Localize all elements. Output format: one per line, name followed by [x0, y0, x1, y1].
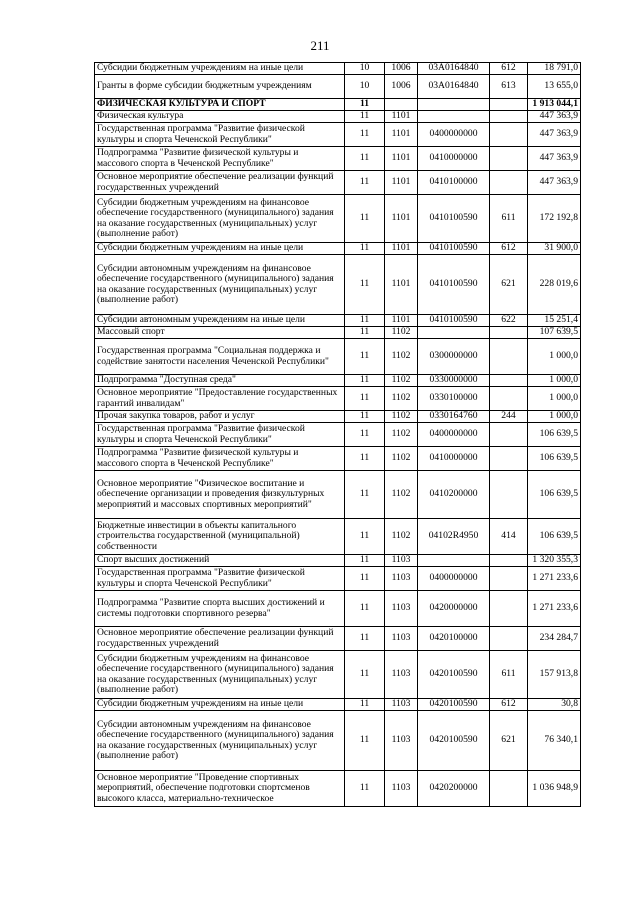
row-target-article-cell	[418, 327, 490, 339]
row-subsection-cell: 1101	[385, 123, 418, 147]
row-expense-type-cell: 621	[490, 255, 528, 315]
row-subsection-cell: 1102	[385, 471, 418, 519]
row-subsection-cell: 1103	[385, 555, 418, 567]
row-amount-cell: 447 363,9	[528, 123, 581, 147]
row-amount-cell: 447 363,9	[528, 171, 581, 195]
row-subsection-cell: 1102	[385, 339, 418, 375]
table-row	[95, 111, 581, 123]
row-amount-cell: 30,8	[528, 699, 581, 711]
row-expense-type-cell	[490, 99, 528, 111]
row-expense-type-cell	[490, 375, 528, 387]
row-amount-cell: 228 019,6	[528, 255, 581, 315]
row-name-cell: Подпрограмма "Развитие физической культуры и массового спорта в Чеченской Республике"	[95, 447, 345, 471]
row-section-cell: 11	[345, 699, 385, 711]
table-row	[95, 123, 581, 147]
row-expense-type-cell	[490, 387, 528, 411]
row-section-cell: 11	[345, 171, 385, 195]
row-amount-cell: 1 036 948,9	[528, 771, 581, 807]
row-target-article-cell: 0420100000	[418, 627, 490, 651]
row-section-cell: 11	[345, 771, 385, 807]
row-target-article-cell: 0300000000	[418, 339, 490, 375]
row-section-cell: 11	[345, 471, 385, 519]
row-name-cell: Гранты в форме субсидии бюджетным учреждениям	[95, 75, 345, 99]
table-row	[95, 327, 581, 339]
table-row	[95, 411, 581, 423]
row-name-cell: Субсидии бюджетным учреждениям на финансовое обеспечение государственного (муниципального) задания на оказание государственных (муниципальных) услуг (выполнение работ)	[95, 195, 345, 243]
row-amount-cell: 157 913,8	[528, 651, 581, 699]
row-section-cell: 11	[345, 447, 385, 471]
row-amount-cell: 1 000,0	[528, 411, 581, 423]
row-expense-type-cell: 611	[490, 651, 528, 699]
row-expense-type-cell	[490, 471, 528, 519]
row-name-cell: Субсидии бюджетным учреждениям на иные цели	[95, 243, 345, 255]
row-target-article-cell: 0400000000	[418, 123, 490, 147]
row-amount-cell: 172 192,8	[528, 195, 581, 243]
row-section-cell: 11	[345, 255, 385, 315]
row-section-cell: 11	[345, 411, 385, 423]
row-section-cell: 11	[345, 195, 385, 243]
table-row	[95, 711, 581, 771]
table-row	[95, 171, 581, 195]
row-target-article-cell	[418, 111, 490, 123]
row-amount-cell: 234 284,7	[528, 627, 581, 651]
row-name-cell: Основное мероприятие обеспечение реализации функций государственных учреждений	[95, 627, 345, 651]
row-expense-type-cell: 244	[490, 411, 528, 423]
row-section-cell: 11	[345, 423, 385, 447]
row-subsection-cell: 1103	[385, 711, 418, 771]
table-row	[95, 255, 581, 315]
table-row	[95, 651, 581, 699]
row-amount-cell: 1 271 233,6	[528, 567, 581, 591]
row-target-article-cell: 03А0164840	[418, 75, 490, 99]
row-section-cell: 11	[345, 387, 385, 411]
row-section-cell: 11	[345, 123, 385, 147]
row-name-cell: Подпрограмма "Развитие спорта высших достижений и системы подготовки спортивного резерва"	[95, 591, 345, 627]
row-amount-cell: 1 913 044,1	[528, 99, 581, 111]
row-name-cell: Государственная программа "Развитие физической культуры и спорта Чеченской Республики"	[95, 567, 345, 591]
table-row	[95, 195, 581, 243]
row-subsection-cell: 1101	[385, 255, 418, 315]
row-name-cell: Государственная программа "Развитие физической культуры и спорта Чеченской Республики"	[95, 423, 345, 447]
row-expense-type-cell: 612	[490, 699, 528, 711]
row-subsection-cell: 1102	[385, 375, 418, 387]
row-name-cell: Бюджетные инвестиции в объекты капитального строительства государственной (муниципальной) собственности	[95, 519, 345, 555]
row-subsection-cell: 1102	[385, 519, 418, 555]
row-target-article-cell: 0330100000	[418, 387, 490, 411]
row-subsection-cell: 1101	[385, 315, 418, 327]
row-name-cell: Основное мероприятие "Проведение спортивных мероприятий, обеспечение подготовки спортсменов высокого класса, материально-техническое	[95, 771, 345, 807]
row-expense-type-cell	[490, 123, 528, 147]
row-subsection-cell: 1103	[385, 591, 418, 627]
row-name-cell: Основное мероприятие "Предоставление государственных гарантий инвалидам"	[95, 387, 345, 411]
row-expense-type-cell: 414	[490, 519, 528, 555]
row-expense-type-cell: 613	[490, 75, 528, 99]
row-target-article-cell: 0410200000	[418, 471, 490, 519]
row-section-cell: 10	[345, 75, 385, 99]
row-name-cell: Прочая закупка товаров, работ и услуг	[95, 411, 345, 423]
row-expense-type-cell	[490, 771, 528, 807]
row-target-article-cell: 04102R4950	[418, 519, 490, 555]
row-expense-type-cell	[490, 447, 528, 471]
table-row	[95, 567, 581, 591]
row-expense-type-cell	[490, 555, 528, 567]
row-name-cell: Основное мероприятие обеспечение реализации функций государственных учреждений	[95, 171, 345, 195]
row-name-cell: Спорт высших достижений	[95, 555, 345, 567]
row-expense-type-cell: 612	[490, 243, 528, 255]
page-number: 211	[310, 38, 330, 53]
row-amount-cell: 18 791,0	[528, 63, 581, 75]
table-row	[95, 771, 581, 807]
row-target-article-cell: 0420100590	[418, 651, 490, 699]
table-row	[95, 339, 581, 375]
table-row	[95, 447, 581, 471]
row-amount-cell: 1 271 233,6	[528, 591, 581, 627]
row-section-cell: 11	[345, 591, 385, 627]
row-subsection-cell: 1006	[385, 75, 418, 99]
row-expense-type-cell	[490, 111, 528, 123]
row-amount-cell: 447 363,9	[528, 147, 581, 171]
row-subsection-cell	[385, 99, 418, 111]
row-subsection-cell: 1103	[385, 651, 418, 699]
row-expense-type-cell: 611	[490, 195, 528, 243]
table-row	[95, 591, 581, 627]
row-target-article-cell: 0400000000	[418, 423, 490, 447]
row-target-article-cell: 0420100590	[418, 699, 490, 711]
row-subsection-cell: 1101	[385, 195, 418, 243]
row-amount-cell: 107 639,5	[528, 327, 581, 339]
row-amount-cell: 13 655,0	[528, 75, 581, 99]
row-name-cell: Субсидии автономным учреждениям на иные цели	[95, 315, 345, 327]
row-subsection-cell: 1102	[385, 327, 418, 339]
table-row	[95, 627, 581, 651]
row-subsection-cell: 1103	[385, 699, 418, 711]
row-name-cell: Физическая культура	[95, 111, 345, 123]
row-target-article-cell: 03А0164840	[418, 63, 490, 75]
row-name-cell: ФИЗИЧЕСКАЯ КУЛЬТУРА И СПОРТ	[95, 99, 345, 111]
row-section-cell: 11	[345, 375, 385, 387]
row-name-cell: Основное мероприятие "Физическое воспитание и обеспечение организации и проведения физкультурных мероприятий и массовых спортивных мероприятий"	[95, 471, 345, 519]
row-name-cell: Массовый спорт	[95, 327, 345, 339]
row-amount-cell: 106 639,5	[528, 423, 581, 447]
table-row	[95, 423, 581, 447]
row-target-article-cell: 0420100590	[418, 711, 490, 771]
row-subsection-cell: 1103	[385, 567, 418, 591]
row-name-cell: Подпрограмма "Развитие физической культуры и массового спорта в Чеченской Республике"	[95, 147, 345, 171]
table-row	[95, 699, 581, 711]
row-expense-type-cell	[490, 423, 528, 447]
row-target-article-cell: 0410100000	[418, 171, 490, 195]
row-amount-cell: 1 000,0	[528, 339, 581, 375]
row-expense-type-cell	[490, 591, 528, 627]
row-amount-cell: 15 251,4	[528, 315, 581, 327]
table-row	[95, 147, 581, 171]
row-name-cell: Субсидии бюджетным учреждениям на финансовое обеспечение государственного (муниципального) задания на оказание государственных (муниципальных) услуг (выполнение работ)	[95, 651, 345, 699]
row-amount-cell: 76 340,1	[528, 711, 581, 771]
row-name-cell: Подпрограмма "Доступная среда"	[95, 375, 345, 387]
row-amount-cell: 106 639,5	[528, 519, 581, 555]
row-expense-type-cell	[490, 339, 528, 375]
table-row	[95, 315, 581, 327]
row-section-cell: 11	[345, 567, 385, 591]
row-target-article-cell: 0410100590	[418, 243, 490, 255]
row-expense-type-cell	[490, 147, 528, 171]
row-expense-type-cell: 612	[490, 63, 528, 75]
row-section-cell: 11	[345, 339, 385, 375]
row-section-cell: 11	[345, 147, 385, 171]
row-section-cell: 11	[345, 243, 385, 255]
row-target-article-cell: 0420200000	[418, 771, 490, 807]
row-target-article-cell: 0400000000	[418, 567, 490, 591]
row-subsection-cell: 1103	[385, 771, 418, 807]
row-amount-cell: 447 363,9	[528, 111, 581, 123]
row-expense-type-cell	[490, 171, 528, 195]
table-row	[95, 75, 581, 99]
row-expense-type-cell	[490, 627, 528, 651]
row-name-cell: Субсидии автономным учреждениям на финансовое обеспечение государственного (муниципального) задания на оказание государственных (муниципальных) услуг (выполнение работ)	[95, 711, 345, 771]
row-target-article-cell	[418, 555, 490, 567]
row-name-cell: Государственная программа "Развитие физической культуры и спорта Чеченской Республики"	[95, 123, 345, 147]
table-row	[95, 519, 581, 555]
row-subsection-cell: 1102	[385, 411, 418, 423]
row-name-cell: Субсидии бюджетным учреждениям на иные цели	[95, 699, 345, 711]
row-target-article-cell	[418, 99, 490, 111]
row-subsection-cell: 1101	[385, 147, 418, 171]
row-subsection-cell: 1101	[385, 243, 418, 255]
row-amount-cell: 106 639,5	[528, 447, 581, 471]
table-row	[95, 471, 581, 519]
row-subsection-cell: 1102	[385, 387, 418, 411]
row-section-cell: 11	[345, 315, 385, 327]
row-section-cell: 11	[345, 627, 385, 651]
row-section-cell: 11	[345, 519, 385, 555]
row-section-cell: 11	[345, 111, 385, 123]
row-subsection-cell: 1102	[385, 423, 418, 447]
row-name-cell: Государственная программа "Социальная поддержка и содействие занятости населения Чеченской Республики"	[95, 339, 345, 375]
row-amount-cell: 31 900,0	[528, 243, 581, 255]
budget-table-body	[95, 63, 581, 807]
row-subsection-cell: 1101	[385, 171, 418, 195]
table-row	[95, 387, 581, 411]
row-target-article-cell: 0410100590	[418, 315, 490, 327]
row-target-article-cell: 0410000000	[418, 147, 490, 171]
row-target-article-cell: 0330000000	[418, 375, 490, 387]
row-section-cell: 10	[345, 63, 385, 75]
row-expense-type-cell	[490, 327, 528, 339]
row-section-cell: 11	[345, 651, 385, 699]
row-target-article-cell: 0410000000	[418, 447, 490, 471]
row-subsection-cell: 1103	[385, 627, 418, 651]
table-row	[95, 99, 581, 111]
row-target-article-cell: 0410100590	[418, 255, 490, 315]
row-subsection-cell: 1006	[385, 63, 418, 75]
table-row	[95, 555, 581, 567]
row-section-cell: 11	[345, 99, 385, 111]
row-amount-cell: 1 320 355,3	[528, 555, 581, 567]
row-target-article-cell: 0410100590	[418, 195, 490, 243]
row-name-cell: Субсидии бюджетным учреждениям на иные цели	[95, 63, 345, 75]
row-amount-cell: 1 000,0	[528, 375, 581, 387]
row-name-cell: Субсидии автономным учреждениям на финансовое обеспечение государственного (муниципального) задания на оказание государственных (муниципальных) услуг (выполнение работ)	[95, 255, 345, 315]
table-row	[95, 243, 581, 255]
row-expense-type-cell: 621	[490, 711, 528, 771]
row-subsection-cell: 1101	[385, 111, 418, 123]
row-amount-cell: 106 639,5	[528, 471, 581, 519]
row-target-article-cell: 0420000000	[418, 591, 490, 627]
budget-table	[94, 62, 581, 807]
row-expense-type-cell: 622	[490, 315, 528, 327]
row-target-article-cell: 0330164760	[418, 411, 490, 423]
row-amount-cell: 1 000,0	[528, 387, 581, 411]
row-section-cell: 11	[345, 555, 385, 567]
row-expense-type-cell	[490, 567, 528, 591]
row-subsection-cell: 1102	[385, 447, 418, 471]
row-section-cell: 11	[345, 711, 385, 771]
table-row	[95, 375, 581, 387]
row-section-cell: 11	[345, 327, 385, 339]
table-row	[95, 63, 581, 75]
